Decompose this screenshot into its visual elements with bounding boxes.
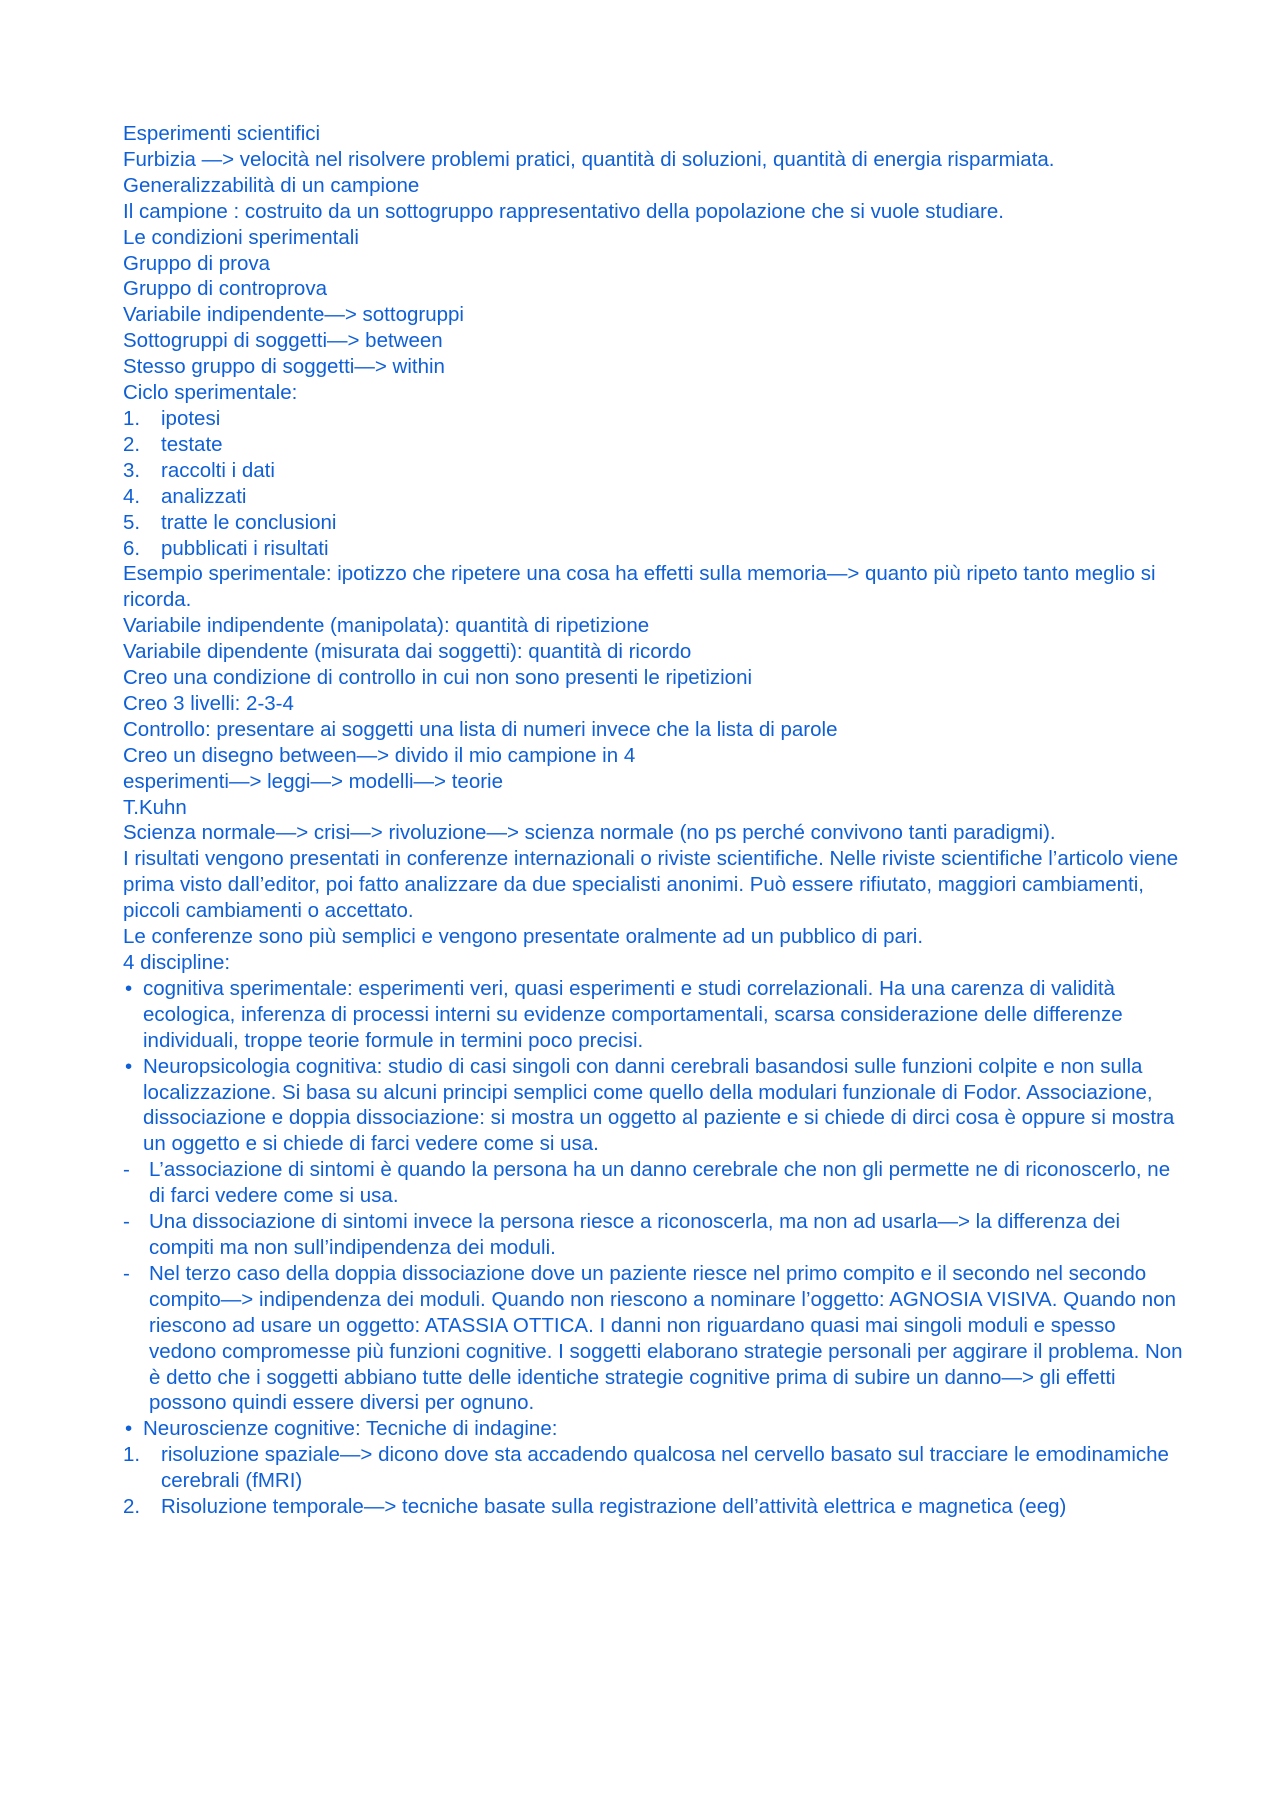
list-item <box>123 484 1183 510</box>
list-number: 1. <box>123 1443 141 1467</box>
paragraph: Furbizia —> velocità nel risolvere problemi pratici, quantità di soluzioni, quantità di energia risparmiata. <box>123 147 1055 171</box>
list-item <box>123 1261 1183 1416</box>
list-item-text: risoluzione spaziale—> dicono dove sta accadendo qualcosa nel cervello basato sul tracciare le emodinamiche cerebrali (fMRI) <box>161 1443 1169 1493</box>
list-number: 3. <box>123 458 141 482</box>
list-item <box>123 1494 1183 1520</box>
paragraph: Stesso gruppo di soggetti—> within <box>123 355 445 379</box>
paragraph: Creo una condizione di controllo in cui non sono presenti le ripetizioni <box>123 666 753 690</box>
list-item <box>123 1442 1183 1494</box>
paragraph: Gruppo di prova <box>123 251 271 275</box>
list-number: 2. <box>123 1495 141 1519</box>
list-item <box>123 1416 1183 1442</box>
list-item <box>123 1209 1183 1261</box>
middle-section <box>123 561 1183 976</box>
paragraph: Creo 3 livelli: 2-3-4 <box>123 691 294 715</box>
list-number: 1. <box>123 406 141 430</box>
paragraph: Le condizioni sperimentali <box>123 225 359 249</box>
list-item-text: raccolti i dati <box>161 458 275 482</box>
list-item <box>123 1054 1183 1158</box>
document-page <box>123 121 1183 1520</box>
list-number: 2. <box>123 432 141 456</box>
intro-section <box>123 121 1183 406</box>
list-item <box>123 406 1183 432</box>
list-item-text: Una dissociazione di sintomi invece la persona riesce a riconoscerla, ma non ad usarla—> la differenza dei compiti ma non sull’indipendenza dei moduli. <box>149 1210 1121 1259</box>
paragraph: Il campione : costruito da un sottogruppo rappresentativo della popolazione che si vuole studiare. <box>123 199 1004 223</box>
paragraph: Creo un disegno between—> divido il mio campione in 4 <box>123 743 636 767</box>
cycle-list <box>123 406 1183 561</box>
dash-icon: - <box>123 1210 130 1234</box>
list-number: 6. <box>123 536 141 560</box>
list-item-text: Risoluzione temporale—> tecniche basate sulla registrazione dell’attività elettrica e magnetica (eeg) <box>161 1495 1067 1519</box>
paragraph: esperimenti—> leggi—> modelli—> teorie <box>123 769 504 793</box>
list-item <box>123 1157 1183 1209</box>
paragraph: Variabile dipendente (misurata dai soggetti): quantità di ricordo <box>123 640 692 664</box>
list-number: 4. <box>123 484 141 508</box>
list-number: 5. <box>123 510 141 534</box>
list-item <box>123 458 1183 484</box>
dissociation-list <box>123 1157 1183 1416</box>
list-item-text: Neuroscienze cognitive: Tecniche di indagine: <box>143 1417 558 1441</box>
paragraph: Gruppo di controprova <box>123 277 327 301</box>
paragraph: 4 discipline: <box>123 951 231 974</box>
list-item <box>123 536 1183 562</box>
list-item <box>123 510 1183 536</box>
paragraph: Le conferenze sono più semplici e vengono presentate oralmente ad un pubblico di pari. <box>123 925 924 949</box>
bullet-icon: • <box>125 1054 133 1078</box>
list-item-text: Neuropsicologia cognitiva: studio di casi singoli con danni cerebrali basandosi sulle funzioni colpite e non sulla localizzazione. Si basa su alcuni principi semplici come quello della modulari funzionale di Fodor. Associazione, dissociazione e doppia dissociazione: si mostra un oggetto al paziente e si chiede di dirci cosa è oppure si mostra un oggetto e si chiede di farci vedere come si usa. <box>143 1054 1175 1156</box>
bullet-icon: • <box>125 1417 133 1441</box>
list-item-text: tratte le conclusioni <box>161 510 337 534</box>
paragraph: Variabile indipendente (manipolata): quantità di ripetizione <box>123 614 650 638</box>
doc-title: Esperimenti scientifici <box>123 122 321 145</box>
bullet-icon: • <box>125 976 133 1000</box>
list-item-text: cognitiva sperimentale: esperimenti veri, quasi esperimenti e studi correlazionali. Ha una carenza di validità ecologica, inferenza di processi interni su evidenze comportamentali, scarsa considerazione delle differenze individuali, troppe teorie formule in termini poco precisi. <box>143 976 1123 1052</box>
list-item-text: L’associazione di sintomi è quando la persona ha un danno cerebrale che non gli permette ne di riconoscerlo, ne di farci vedere come si usa. <box>149 1158 1171 1208</box>
dash-icon: - <box>123 1158 130 1182</box>
list-item <box>123 976 1183 1054</box>
list-item-text: Nel terzo caso della doppia dissociazione dove un paziente riesce nel primo compito e il secondo nel secondo compito—> indipendenza dei moduli. Quando non riescono a nominare l’oggetto: AGNOSIA VISIVA. Quando non riescono ad usare un oggetto: ATASSIA OTTICA. I danni non riguardano quasi mai singoli moduli e spesso vedono compromesse più funzioni cognitive. I soggetti elaborano strategie personali per aggirare il problema. Non è detto che i soggetti abbiano tutte delle identiche strategie cognitive prima di subire un danno—> gli effetti possono quindi essere diversi per ognuno. <box>149 1261 1183 1415</box>
list-item-text: ipotesi <box>161 406 221 430</box>
disciplines-list <box>123 976 1183 1157</box>
disciplines-list-continued <box>123 1416 1183 1442</box>
paragraph: Variabile indipendente—> sottogruppi <box>123 303 464 327</box>
paragraph: Sottogruppi di soggetti—> between <box>123 329 443 353</box>
paragraph: Scienza normale—> crisi—> rivoluzione—> scienza normale (no ps perché convivono tanti paradigmi). <box>123 821 1056 845</box>
paragraph: I risultati vengono presentati in conferenze internazionali o riviste scientifiche. Nelle riviste scientifiche l’articolo viene prima visto dall’editor, poi fatto analizzare da due specialisti anonimi. Può essere rifiutato, maggiori cambiamenti, piccoli cambiamenti o accettato. <box>123 847 1179 923</box>
list-item-text: analizzati <box>161 484 247 508</box>
techniques-list <box>123 1442 1183 1520</box>
paragraph: Ciclo sperimentale: <box>123 381 298 405</box>
paragraph: Generalizzabilità di un campione <box>123 173 420 197</box>
paragraph: T.Kuhn <box>123 795 187 819</box>
dash-icon: - <box>123 1261 130 1285</box>
list-item-text: pubblicati i risultati <box>161 536 329 560</box>
paragraph: Controllo: presentare ai soggetti una lista di numeri invece che la lista di parole <box>123 717 838 741</box>
list-item-text: testate <box>161 432 223 456</box>
paragraph: Esempio sperimentale: ipotizzo che ripetere una cosa ha effetti sulla memoria—> quanto più ripeto tanto meglio si ricorda. <box>123 562 1156 612</box>
list-item <box>123 432 1183 458</box>
